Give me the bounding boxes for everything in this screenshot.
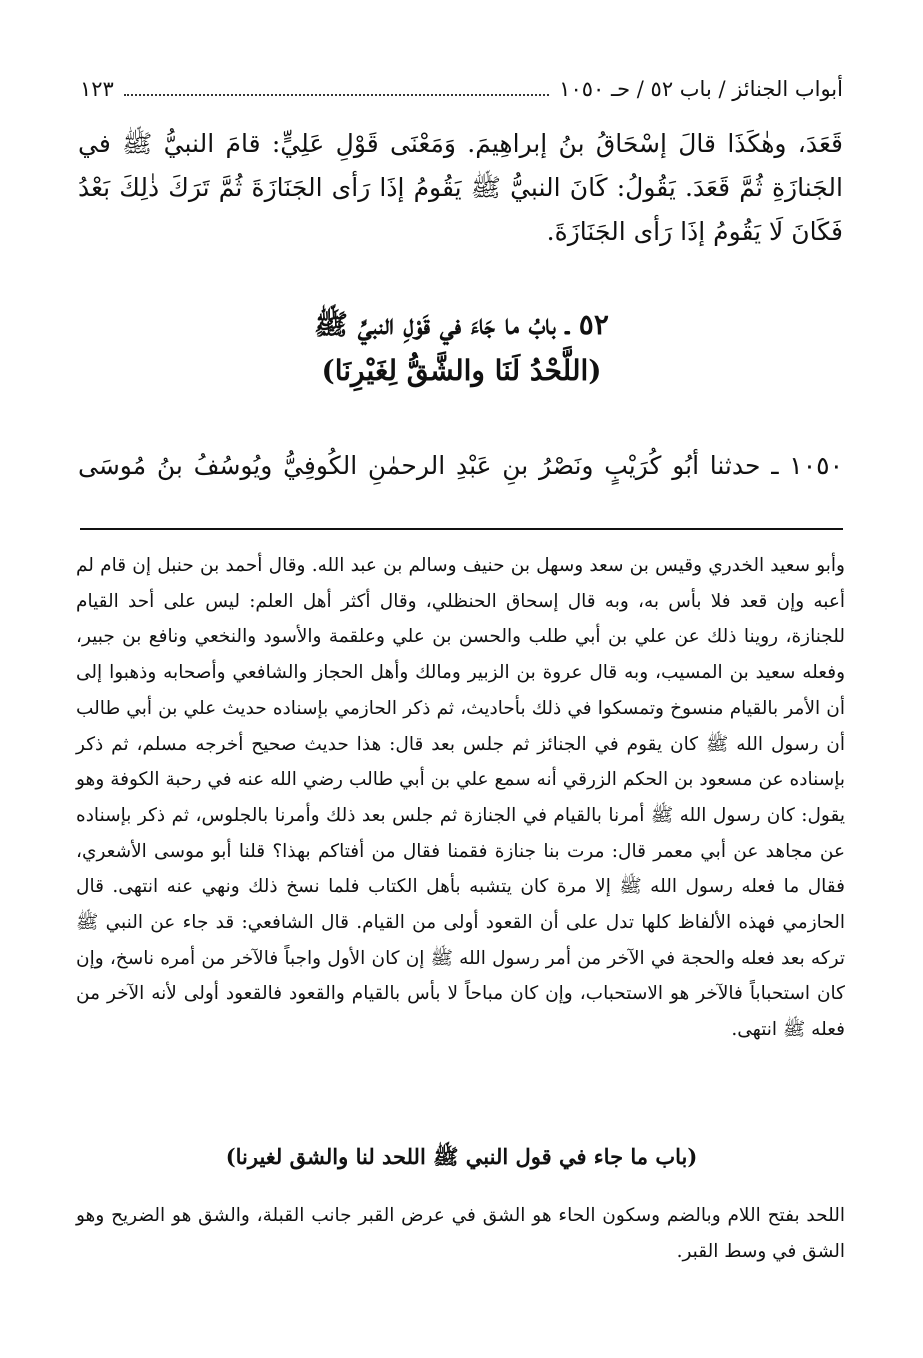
hadith-opening: ١٠٥٠ ـ حدثنا أبُو كُرَيْبٍ ونَصْرُ بنِ عَبْدِ الرحمٰنِ الكُوفِيُّ ويُوسُفُ بنُ مُوسَى [78,451,843,480]
commentary-text: وأبو سعيد الخدري وقيس بن سعد وسهل بن حنيف وسالم بن عبد الله. وقال أحمد بن حنبل إن قام لم أعبه وإن قعد فلا بأس به، وبه قال إسحاق الحنظلي، وقال أكثر أهل العلم: ليس على أحد القيام للجنازة، روينا ذلك عن علي بن أبي طلب والحسن بن علي وعلقمة والأسود والنخعي ونافع بن جبير، وفعله سعيد بن المسيب، وبه قال عروة بن الزبير ومالك وأهل الحجاز والشافعي وأصحابه وذهبوا إلى أن الأمر بالقيام منسوخ وتمسكوا في ذلك بأحاديث، ثم ذكر الحازمي بإسناده حديث علي بن أبي طالب أن رسول الله ﷺ كان يقوم في الجنائز ثم جلس بعد قال: هذا حديث صحيح أخرجه مسلم، ثم ذكر بإسناده عن مسعود بن الحكم الزرقي أنه سمع علي بن أبي طالب رضي الله عنه في رحبة الكوفة وهو يقول: كان رسول الله ﷺ أمرنا بالقيام في الجنازة ثم جلس بعد ذلك وأمرنا بالجلوس، ثم ذكر بإسناده عن مجاهد عن أبي معمر قال: مرت بنا جنازة فقمنا فقال من أفتاكم بهذا؟ قلنا أبو موسى الأشعري، فقال ما فعله رسول الله ﷺ إلا مرة كان يتشبه بأهل الكتاب فلما نسخ ذلك ونهي عنه انتهى. قال الحازمي فهذه الألفاظ كلها تدل على أن القعود أولى من القيام. قال الشافعي: قد جاء عن النبي ﷺ تركه بعد فعله والحجة في الآخر من أمر رسول الله ﷺ إن كان الأول واجباً فالآخر من أمره ناسخ، وإن كان استحباباً فالآخر هو الاستحباب، وإن كان مباحاً لا بأس بالقيام والقعود فالقعود أولى لأنه الآخر من فعله ﷺ انتهى. [76,555,845,1041]
leader-dots [124,82,549,96]
chapter-title-line-2: (اللَّحْدُ لَنَا والشَّقُّ لِغَيْرِنَا) [321,354,602,387]
commentary-explanation: اللحد بفتح اللام وبالضم وسكون الحاء هو الشق في عرض القبر جانب القبلة، والشق هو الضريح وهو الشق في وسط القبر. [76,1205,845,1262]
running-title: أبواب الجنائز / باب ٥٢ / حـ ١٠٥٠ [559,77,843,101]
chapter-title [80,302,843,394]
chapter-title-line-1: ٥٢ ـ بابُ ما جَاءَ في قَوْلِ النبيِّ ﷺ [314,308,609,341]
commentary-section-heading: (باب ما جاء في قول النبي ﷺ اللحد لنا والشق لغيرنا) [225,1144,698,1169]
main-text-continuation: قَعَدَ، وهٰكَذَا قالَ إسْحَاقُ بنُ إبراهِيمَ. وَمَعْنَى قَوْلِ عَلِيٍّ: قامَ النبيُّ ﷺ في الجَنازَةِ ثُمَّ قَعَدَ. يَقُولُ: كَانَ النبيُّ ﷺ يَقُومُ إذَا رَأى الجَنَازَةَ ثُمَّ تَرَكَ ذٰلِكَ بَعْدُ فَكَانَ لَا يَقُومُ إذَا رَأى الجَنَازَةَ. [78,129,843,246]
running-header [80,72,843,106]
page-number: ١٢٣ [80,77,114,101]
footnote-separator [80,528,843,530]
